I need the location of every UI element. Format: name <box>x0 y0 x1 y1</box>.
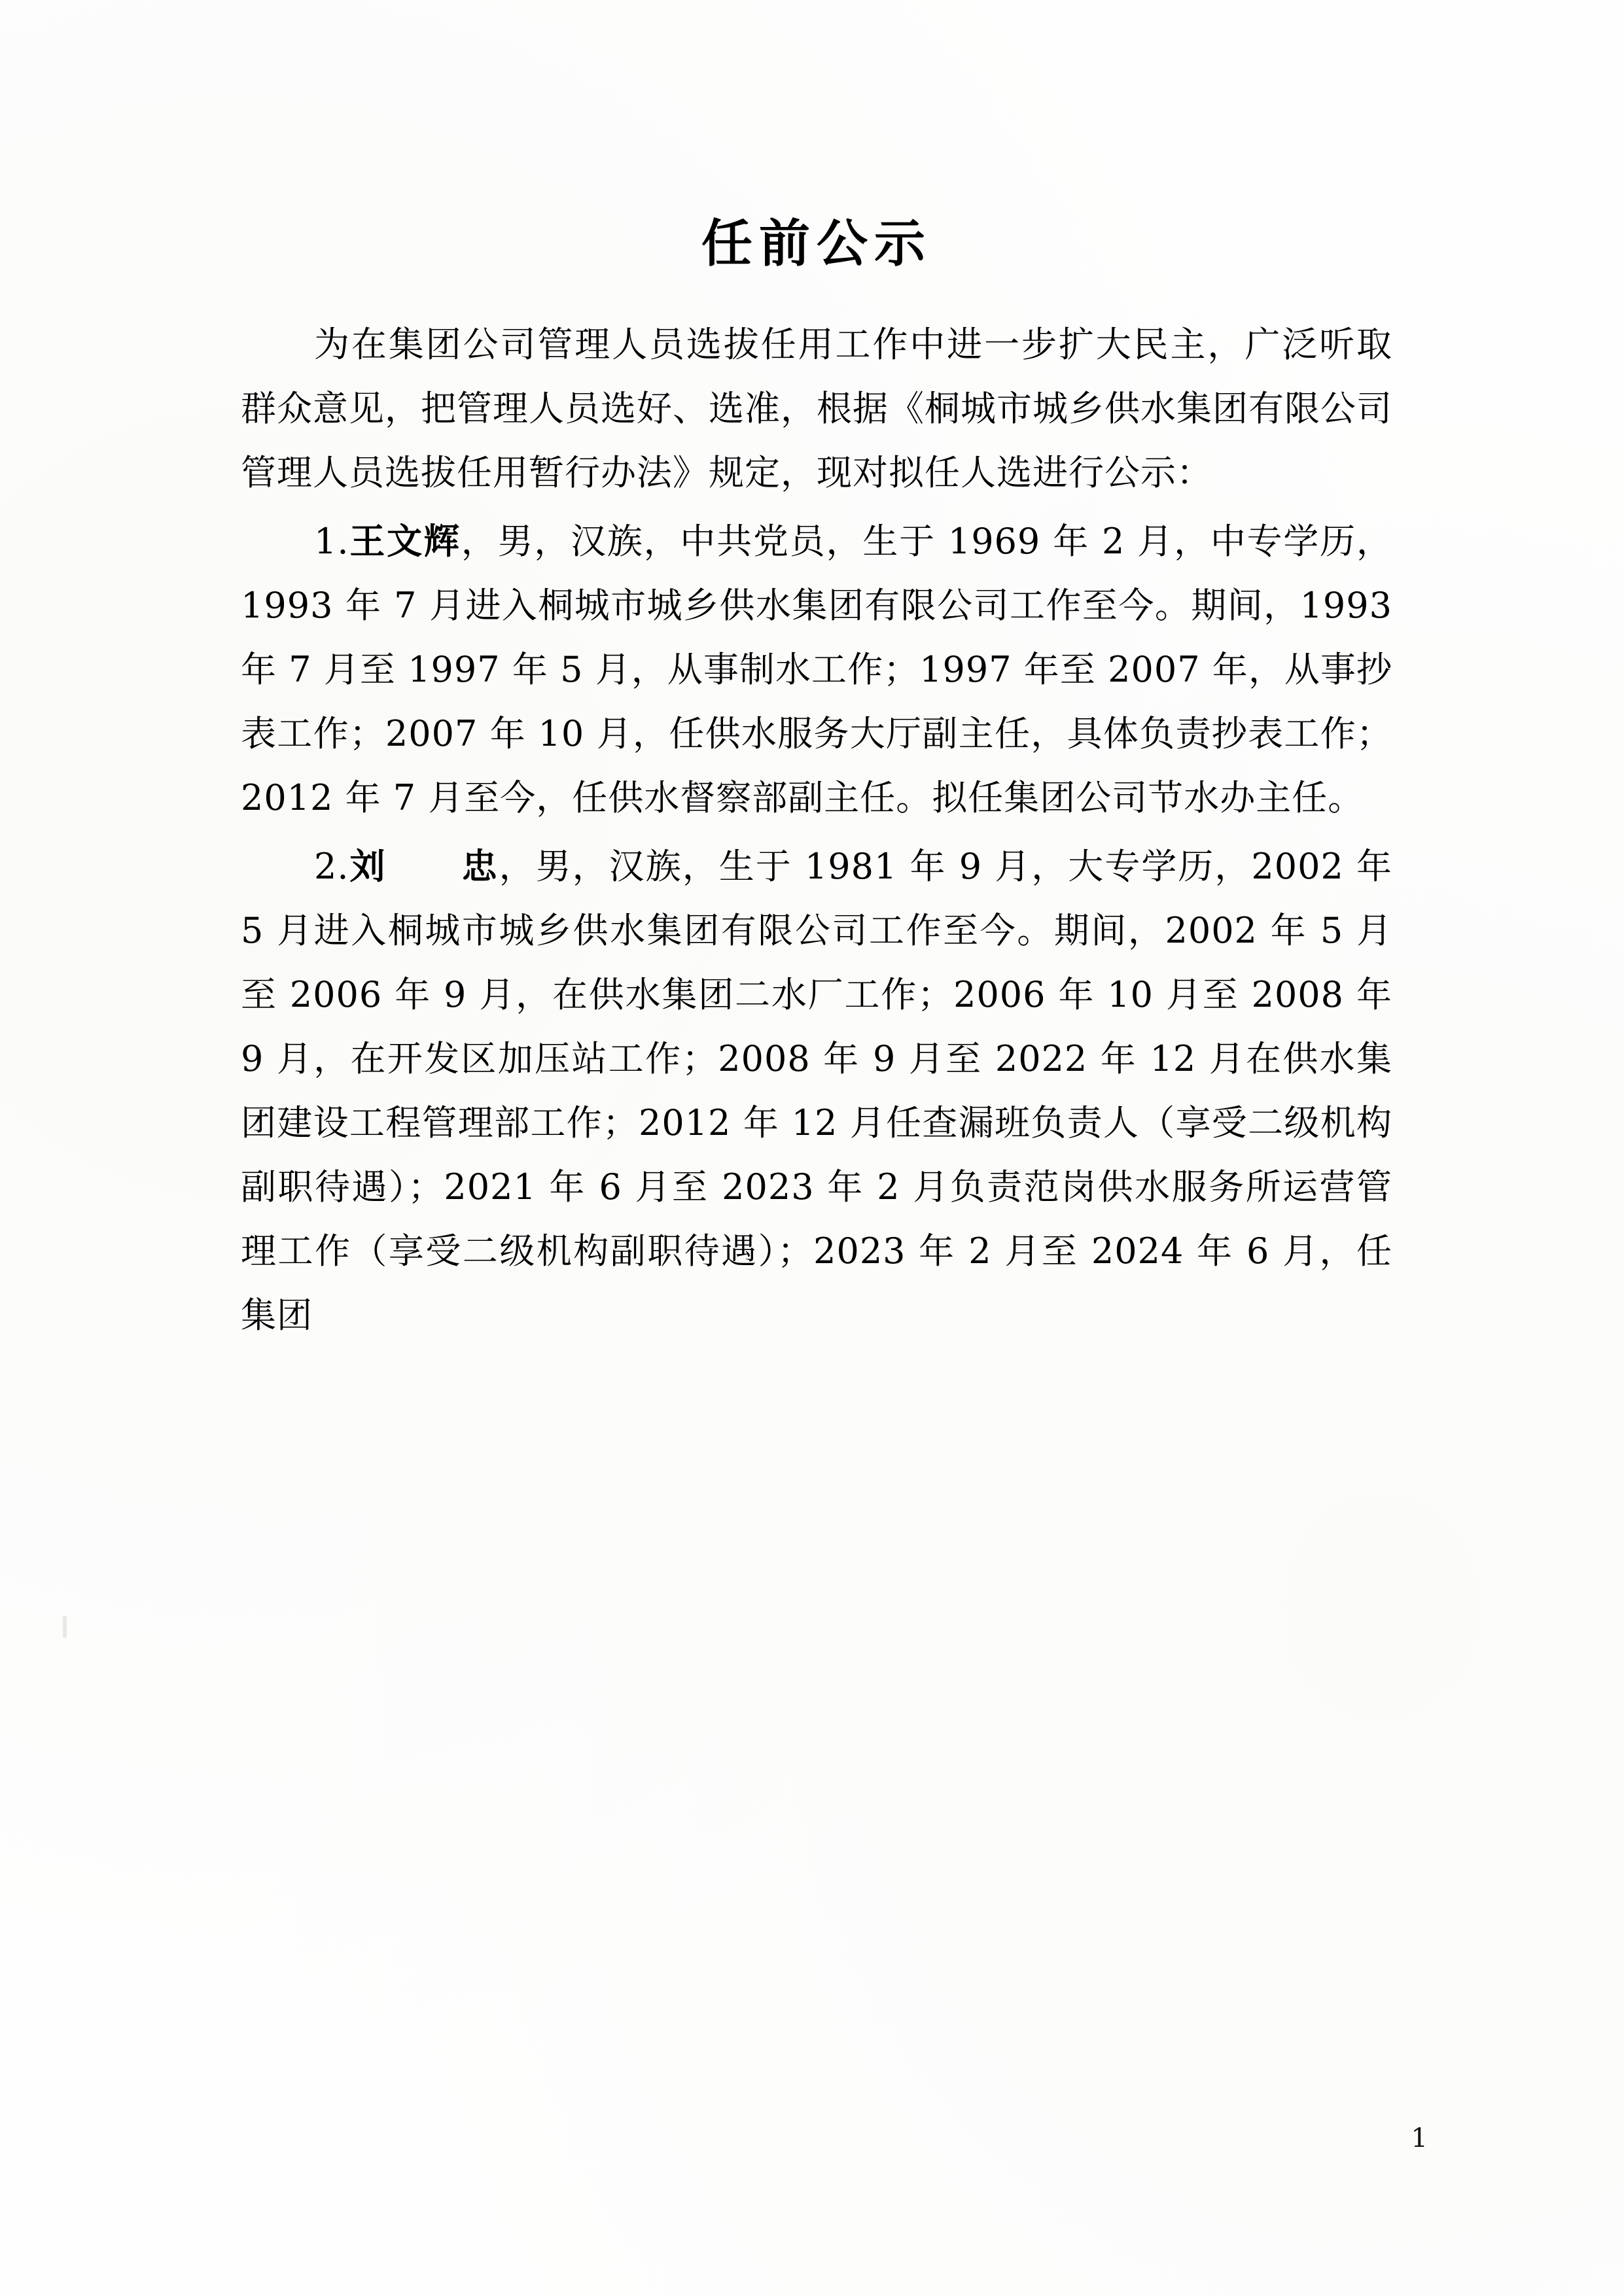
candidate-2-text: ，男，汉族，生于 1981 年 9 月，大专学历，2002 年 5 月进入桐城市城乡供水集团有限公司工作至今。期间，2002 年 5 月至 2006 年 9 月，在供水集团二水厂工作；2006 年 10 月至 2008 年 9 月，在开发区加压站工作；2008 年 9 月至 2022 年 12 月在供水集团建设工程管理部工作；2012 年 12 月任查漏班负责人（享受二级机构副职待遇）；2021 年 6 月至 2023 年 2 月负责范岗供水服务所运营管理工作（享受二级机构副职待遇）；2023 年 2 月至 2024 年 6 月，任集团 <box>241 845 1392 1336</box>
document-body <box>241 216 1392 1351</box>
candidate-2-name: 刘 忠 <box>349 844 499 887</box>
page-edge-mark <box>63 1616 67 1638</box>
page-title: 任前公示 <box>701 214 932 273</box>
candidate-1-text: ，男，汉族，中共党员，生于 1969 年 2 月，中专学历，1993 年 7 月进入桐城市城乡供水集团有限公司工作至今。期间，1993 年 7 月至 1997 年 5 月，从事制水工作；1997 年至 2007 年，从事抄表工作；2007 年 10 月，任供水服务大厅副主任，具体负责抄表工作；2012 年 7 月至今，任供水督察部副主任。拟任集团公司节水办主任。 <box>241 520 1392 818</box>
candidate-1-name: 王文辉 <box>349 519 461 562</box>
page-number: 1 <box>1411 2123 1428 2153</box>
paragraph-candidate-1 <box>241 509 1392 830</box>
candidate-1-number: 1. <box>314 520 349 562</box>
paragraph-intro <box>241 313 1392 505</box>
candidate-2-number: 2. <box>314 845 349 887</box>
paragraph-candidate-2 <box>241 834 1392 1348</box>
paragraph-intro-text: 为在集团公司管理人员选拔任用工作中进一步扩大民主，广泛听取群众意见，把管理人员选好、选准，根据《桐城市城乡供水集团有限公司管理人员选拔任用暂行办法》规定，现对拟任人选进行公示： <box>241 323 1392 493</box>
